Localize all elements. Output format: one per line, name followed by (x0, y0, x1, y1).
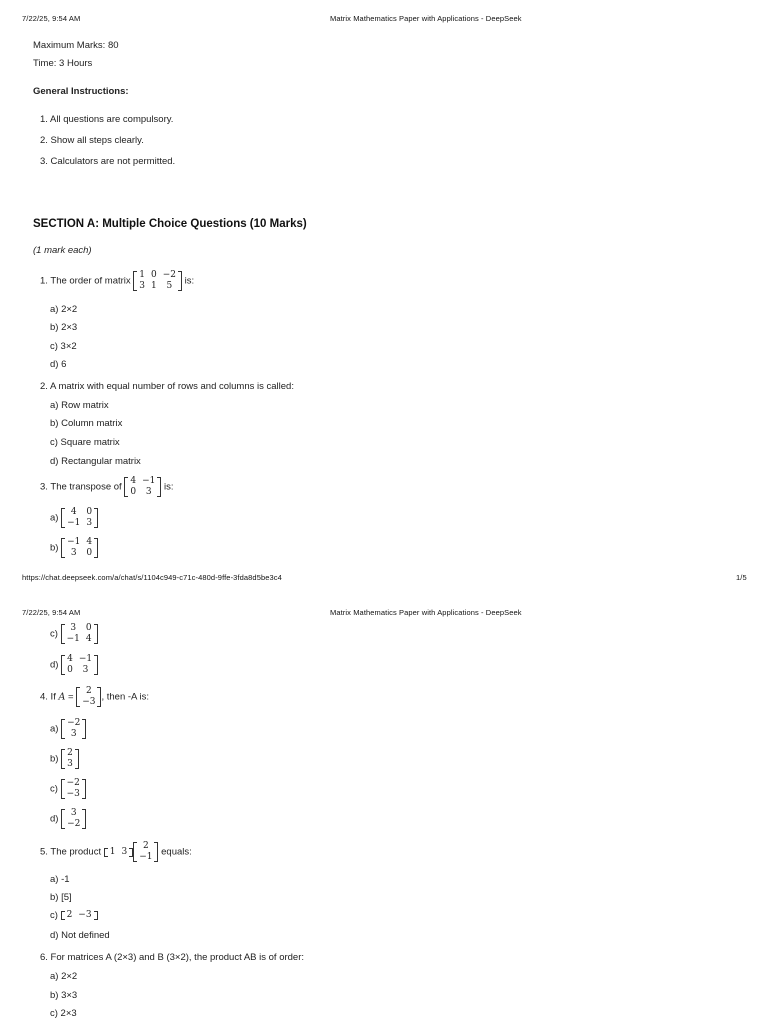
option: a) 2×2 (50, 304, 78, 315)
question-text: 1. The order of matrix (40, 275, 131, 287)
matrix-entry: 0 (86, 507, 93, 517)
option: c) Square matrix (50, 437, 120, 448)
section-title: SECTION A: Multiple Choice Questions (10 Marks) (33, 218, 307, 230)
matrix-table (64, 654, 95, 676)
matrix-entry: 1 (139, 270, 146, 280)
instruction-item: 1. All questions are compulsory. (40, 114, 174, 125)
matrix-entry: 4 (130, 476, 137, 486)
matrix (61, 654, 98, 676)
matrix-entry: −1 (142, 476, 156, 486)
matrix (61, 748, 79, 770)
matrix (61, 910, 98, 921)
print-footer-url: https://chat.deepseek.com/a/chat/s/1104c949-c71c-480d-9ffe-3fda8d5be3c4 (22, 573, 282, 582)
matrix (104, 847, 133, 858)
question-3 (40, 476, 173, 498)
option: a) 2×2 (50, 971, 78, 982)
matrix-table (64, 718, 83, 740)
matrix-entry: 4 (86, 537, 93, 547)
question-6: 6. For matrices A (2×3) and B (3×2), the product AB is of order: (40, 952, 305, 963)
matrix (133, 270, 182, 292)
option: a) Row matrix (50, 400, 109, 411)
question-text: 3. The transpose of (40, 481, 122, 493)
matrix-entry: 3 (70, 729, 77, 739)
print-header-datetime: 7/22/25, 9:54 AM (22, 14, 81, 23)
matrix-entry: 4 (85, 634, 92, 644)
option-label: c) (50, 783, 58, 795)
print-header-datetime: 7/22/25, 9:54 AM (22, 608, 81, 617)
matrix-entry: −2 (66, 778, 80, 788)
matrix-table (107, 847, 130, 858)
matrix-entry: 0 (130, 487, 137, 497)
option: b) [5] (50, 892, 72, 903)
option-label: d) (50, 813, 59, 825)
matrix-entry: −1 (78, 654, 93, 664)
matrix (133, 841, 158, 863)
question-text: is: (163, 481, 174, 493)
option-label: b) (50, 542, 59, 554)
matrix-entry: −2 (162, 270, 177, 280)
matrix-table (79, 686, 98, 708)
matrix-entry: 3 (139, 281, 146, 291)
matrix-entry: 0 (67, 665, 73, 675)
option: b) 3×3 (50, 990, 78, 1001)
matrix-table (64, 507, 95, 529)
section-note: (1 mark each) (33, 245, 92, 256)
matrix-entry: 0 (151, 270, 157, 280)
matrix-entry: 5 (166, 281, 173, 291)
option (50, 623, 98, 645)
question-2: 2. A matrix with equal number of rows and columns is called: (40, 381, 294, 392)
matrix-entry: 3 (82, 665, 89, 675)
option (50, 718, 86, 740)
matrix-entry: −2 (67, 718, 81, 728)
matrix-entry: 3 (67, 759, 73, 769)
matrix-entry: −1 (67, 537, 81, 547)
matrix (61, 537, 98, 559)
option: b) Column matrix (50, 418, 123, 429)
matrix-table (64, 748, 76, 770)
option (50, 507, 98, 529)
option: c) 3×2 (50, 341, 77, 352)
max-marks: Maximum Marks: 80 (33, 40, 119, 51)
option: d) Rectangular matrix (50, 456, 141, 467)
matrix (61, 778, 86, 800)
matrix-entry: 2 (142, 841, 149, 851)
question-text: equals: (161, 846, 192, 858)
option-label: a) (50, 512, 59, 524)
option: d) Not defined (50, 930, 110, 941)
matrix-entry: −2 (67, 819, 81, 829)
matrix-table (64, 623, 95, 645)
option: b) 2×3 (50, 322, 78, 333)
matrix (61, 718, 86, 740)
matrix-entry: 0 (85, 623, 92, 633)
matrix-entry: 3 (70, 548, 77, 558)
matrix-entry: 0 (86, 548, 93, 558)
print-footer-page: 1/5 (736, 573, 747, 582)
matrix-table (136, 270, 179, 292)
matrix (76, 686, 101, 708)
matrix (124, 476, 161, 498)
matrix (61, 808, 86, 830)
instructions-heading: General Instructions: (33, 86, 129, 97)
matrix-entry: −3 (78, 910, 92, 920)
matrix-entry: 3 (70, 623, 77, 633)
matrix (61, 507, 98, 529)
option-label: c) (50, 628, 58, 640)
option (50, 910, 98, 922)
question-text: 5. The product (40, 846, 102, 858)
matrix (61, 623, 98, 645)
option-label: d) (50, 659, 59, 671)
matrix-entry: 2 (67, 748, 73, 758)
option (50, 537, 98, 559)
matrix-entry: 1 (109, 846, 116, 857)
equals-sign: = (68, 691, 74, 703)
option (50, 748, 79, 770)
matrix-variable: A (58, 691, 66, 703)
option-label: a) (50, 723, 59, 735)
matrix-entry: −1 (67, 518, 81, 528)
question-text: 4. If (40, 691, 56, 703)
print-header-title: Matrix Mathematics Paper with Applications - DeepSeek (330, 608, 522, 617)
matrix-entry: 3 (86, 518, 93, 528)
matrix-entry: 4 (70, 507, 77, 517)
matrix-entry: −3 (66, 789, 80, 799)
option (50, 654, 98, 676)
question-text: , then -A is: (101, 691, 150, 703)
matrix-entry: 4 (67, 654, 73, 664)
exam-time: Time: 3 Hours (33, 58, 93, 69)
matrix-entry: 3 (70, 808, 77, 818)
matrix-entry: 3 (121, 846, 128, 857)
instruction-item: 3. Calculators are not permitted. (40, 156, 176, 167)
instruction-item: 2. Show all steps clearly. (40, 135, 144, 146)
question-1 (40, 270, 194, 292)
matrix-table (64, 778, 83, 800)
matrix-table (127, 476, 158, 498)
matrix-table (64, 537, 95, 559)
option (50, 778, 86, 800)
option: d) 6 (50, 359, 67, 370)
matrix-entry: 3 (145, 487, 152, 497)
matrix-table (64, 910, 95, 921)
option-label: c) (50, 910, 58, 922)
matrix-entry: −1 (66, 634, 80, 644)
matrix-entry: −1 (139, 852, 153, 862)
matrix-entry: −3 (82, 697, 96, 707)
question-text: is: (184, 275, 195, 287)
option-label: b) (50, 753, 59, 765)
question-5 (40, 841, 192, 863)
question-4 (40, 686, 149, 708)
option: a) -1 (50, 874, 70, 885)
matrix-entry: 2 (85, 686, 92, 696)
matrix-table (136, 841, 155, 863)
matrix-entry: 1 (151, 281, 157, 291)
option: c) 2×3 (50, 1008, 77, 1019)
print-header-title: Matrix Mathematics Paper with Applications - DeepSeek (330, 14, 522, 23)
matrix-entry: 2 (66, 910, 73, 920)
option (50, 808, 86, 830)
matrix-table (64, 808, 83, 830)
